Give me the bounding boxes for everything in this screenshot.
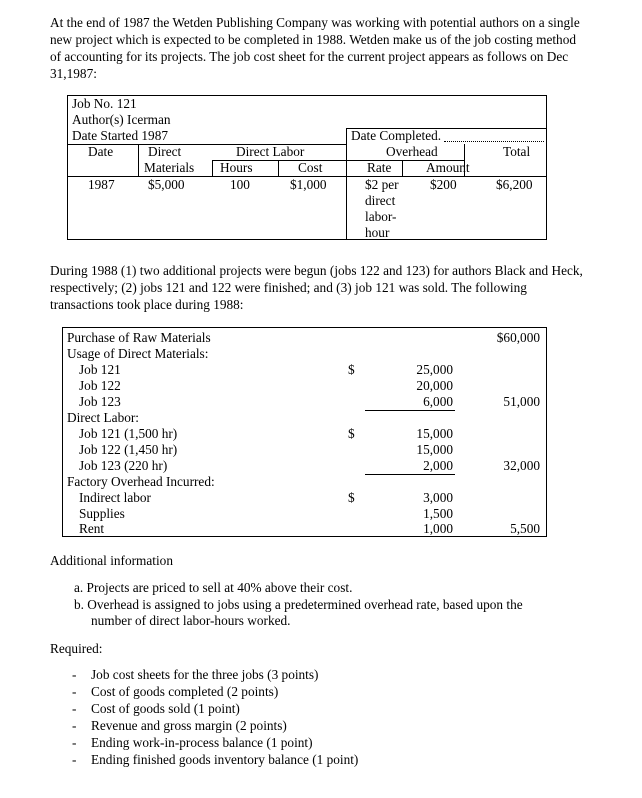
job-date-started: Date Started 1987 <box>72 128 169 143</box>
row-date: 1987 <box>88 177 115 192</box>
header-overhead: Overhead <box>386 144 438 159</box>
labor-job-label: Job 122 (1,450 hr) <box>79 442 178 457</box>
foh-item-amount: 3,000 <box>423 490 453 505</box>
foh-item-label: Supplies <box>79 506 125 521</box>
labor-dollar-sign: $ <box>348 426 355 441</box>
overhead-subheader-rule <box>346 160 464 161</box>
row-total: $6,200 <box>496 177 533 192</box>
additional-heading: Additional information <box>50 553 173 568</box>
col-rule-5 <box>464 144 465 176</box>
header-rate: Rate <box>367 160 392 175</box>
additional-item: b. Overhead is assigned to jobs using a predetermined overhead rate, based upon the <box>74 597 523 612</box>
additional-item-continuation: number of direct labor-hours worked. <box>91 613 291 628</box>
labor-underline <box>365 474 455 475</box>
required-bullet: - <box>72 718 77 733</box>
foh-item-label: Rent <box>79 521 105 536</box>
overhead-divider <box>346 128 347 239</box>
during-1988-paragraph: During 1988 (1) two additional projects were begun (jobs 122 and 123) for authors Black and Heck, respectively; (2) jobs 121 and 122 were finished; and (3) job 121 was sold. The following transactions took place during 1988: <box>50 263 583 312</box>
header-total: Total <box>503 144 531 159</box>
required-item: Ending work-in-process balance (1 point) <box>91 735 313 750</box>
row-overhead-amount: $200 <box>430 177 457 192</box>
required-bullet: - <box>72 684 77 699</box>
date-completed-dots <box>444 141 544 142</box>
labor-job-label: Job 123 (220 hr) <box>79 458 168 473</box>
usage-dollar-sign: $ <box>348 362 355 377</box>
row-rate-line: $2 per <box>365 177 399 192</box>
usage-job-amount: 20,000 <box>416 378 453 393</box>
required-item: Cost of goods sold (1 point) <box>91 701 240 716</box>
col-rule-4 <box>402 160 403 176</box>
required-item: Revenue and gross margin (2 points) <box>91 718 287 733</box>
foh-item-label: Indirect labor <box>79 490 151 505</box>
purchase-label: Purchase of Raw Materials <box>67 330 211 345</box>
labor-job-amount: 15,000 <box>416 442 453 457</box>
labor-job-amount: 2,000 <box>423 458 453 473</box>
required-heading: Required: <box>50 641 103 656</box>
foh-dollar-sign: $ <box>348 490 355 505</box>
header-cost: Cost <box>298 160 323 175</box>
col-rule-3 <box>278 160 279 176</box>
purchase-total: $60,000 <box>496 330 540 345</box>
transactions-table <box>62 327 547 537</box>
col-rule-2 <box>212 160 213 176</box>
foh-item-amount: 1,500 <box>423 506 453 521</box>
usage-job-amount: 25,000 <box>416 362 453 377</box>
row-materials: $5,000 <box>148 177 185 192</box>
required-bullet: - <box>72 667 77 682</box>
labor-subheader-rule <box>212 160 346 161</box>
row-rate-line: direct <box>365 193 396 208</box>
usage-total: 51,000 <box>503 394 540 409</box>
additional-item: a. Projects are priced to sell at 40% above their cost. <box>74 580 353 595</box>
foh-underline <box>365 536 455 537</box>
job-authors: Author(s) Icerman <box>72 112 171 127</box>
labor-job-amount: 15,000 <box>416 426 453 441</box>
col-rule-1 <box>138 144 139 176</box>
required-item: Ending finished goods inventory balance (1 point) <box>91 752 359 767</box>
header-hours: Hours <box>220 160 253 175</box>
row-labor-cost: $1,000 <box>290 177 327 192</box>
usage-job-label: Job 123 <box>79 394 121 409</box>
labor-job-label: Job 121 (1,500 hr) <box>79 426 178 441</box>
header-materials: Materials <box>144 160 195 175</box>
required-item: Job cost sheets for the three jobs (3 points) <box>91 667 319 682</box>
usage-label: Usage of Direct Materials: <box>67 346 209 361</box>
labor-total: 32,000 <box>503 458 540 473</box>
usage-job-amount: 6,000 <box>423 394 453 409</box>
usage-underline <box>365 410 455 411</box>
foh-item-amount: 1,000 <box>423 521 453 536</box>
header-direct: Direct <box>148 144 182 159</box>
foh-label: Factory Overhead Incurred: <box>67 474 215 489</box>
intro-paragraph: At the end of 1987 the Wetden Publishing Company was working with potential authors on a single new project which is expected to be completed in 1988. Wetden make us of the job costing method of accounting for its projects. The job cost sheet for the current project appears as follows on Dec 31,1987: <box>50 15 580 81</box>
job-cost-sheet <box>67 95 547 240</box>
row-rate-line: hour <box>365 225 390 240</box>
usage-job-label: Job 122 <box>79 378 121 393</box>
header-direct-labor: Direct Labor <box>236 144 305 159</box>
header-amount: Amount <box>426 160 470 175</box>
row-hours: 100 <box>230 177 250 192</box>
job-number: Job No. 121 <box>72 96 137 111</box>
row-rate-line: labor- <box>365 209 397 224</box>
required-bullet: - <box>72 735 77 750</box>
header-rule-right <box>346 128 547 129</box>
labor-label: Direct Labor: <box>67 410 139 425</box>
required-bullet: - <box>72 752 77 767</box>
required-item: Cost of goods completed (2 points) <box>91 684 279 699</box>
job-date-completed: Date Completed. <box>351 128 442 143</box>
usage-job-label: Job 121 <box>79 362 121 377</box>
foh-total: 5,500 <box>510 521 540 536</box>
header-date: Date <box>88 144 114 159</box>
required-bullet: - <box>72 701 77 716</box>
